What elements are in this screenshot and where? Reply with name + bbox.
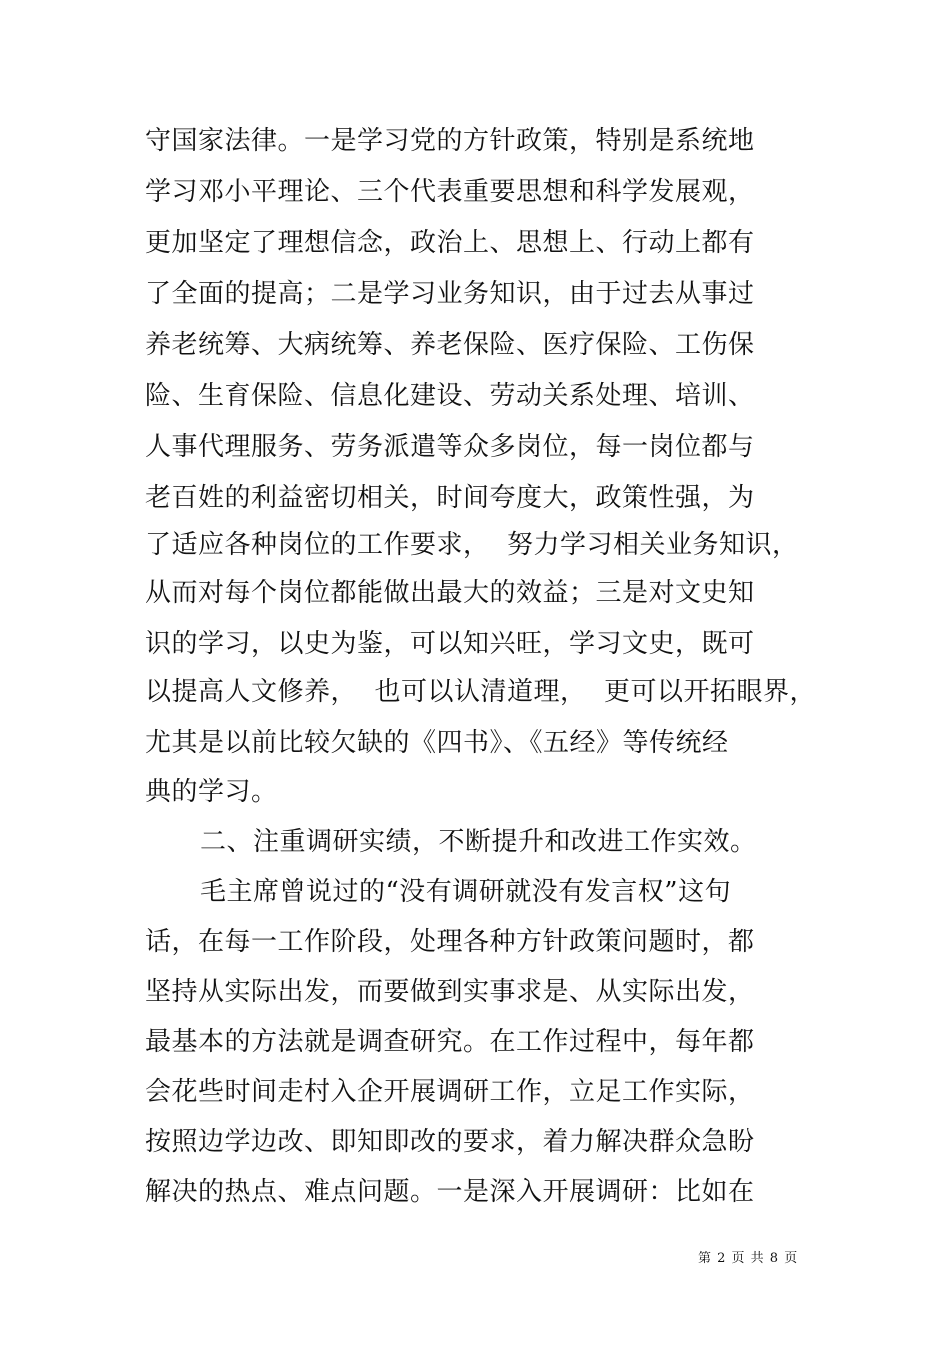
text-line: 险、生育保险、信息化建设、劳动关系处理、培训、 (145, 381, 755, 411)
text-line: 坚持从实际出发，而要做到实事求是、从实际出发， (145, 977, 755, 1007)
text-line: 毛主席曾说过的“没有调研就没有发言权”这句 (200, 877, 732, 907)
text-line: 识的学习，以史为鉴，可以知兴旺，学习文史，既可 (145, 629, 755, 659)
text-line: 以提高人文修养， 也可以认清道理， 更可以开拓眼界， (145, 677, 817, 707)
text-line: 老百姓的利益密切相关，时间夸度大，政策性强，为 (145, 483, 755, 513)
text-line: 守国家法律。一是学习党的方针政策，特别是系统地 (145, 126, 755, 156)
text-line: 会花些时间走村入企开展调研工作，立足工作实际， (145, 1077, 755, 1107)
text-line: 按照边学边改、即知即改的要求，着力解决群众急盼 (145, 1127, 755, 1157)
text-line: 从而对每个岗位都能做出最大的效益；三是对文史知 (145, 578, 755, 608)
text-line: 养老统筹、大病统筹、养老保险、医疗保险、工伤保 (145, 330, 755, 360)
text-line: 人事代理服务、劳务派遣等众多岗位，每一岗位都与 (145, 432, 755, 462)
text-line: 学习邓小平理论、三个代表重要思想和科学发展观， (145, 177, 755, 207)
section-heading: 二、注重调研实绩，不断提升和改进工作实效。 (200, 827, 757, 857)
text-line: 话，在每一工作阶段，处理各种方针政策问题时，都 (145, 927, 755, 957)
text-line: 尤其是以前比较欠缺的《四书》、《五经》等传统经 (145, 728, 729, 758)
text-line: 解决的热点、难点问题。一是深入开展调研：比如在 (145, 1177, 755, 1207)
text-line: 更加坚定了理想信念，政治上、思想上、行动上都有 (145, 228, 755, 258)
page-number-footer: 第 2 页 共 8 页 (698, 1251, 799, 1266)
text-line: 最基本的方法就是调查研究。在工作过程中，每年都 (145, 1027, 755, 1057)
text-line: 了全面的提高；二是学习业务知识，由于过去从事过 (145, 279, 755, 309)
text-line: 典的学习。 (145, 777, 278, 807)
text-line: 了适应各种岗位的工作要求， 努力学习相关业务知识， (145, 530, 799, 560)
